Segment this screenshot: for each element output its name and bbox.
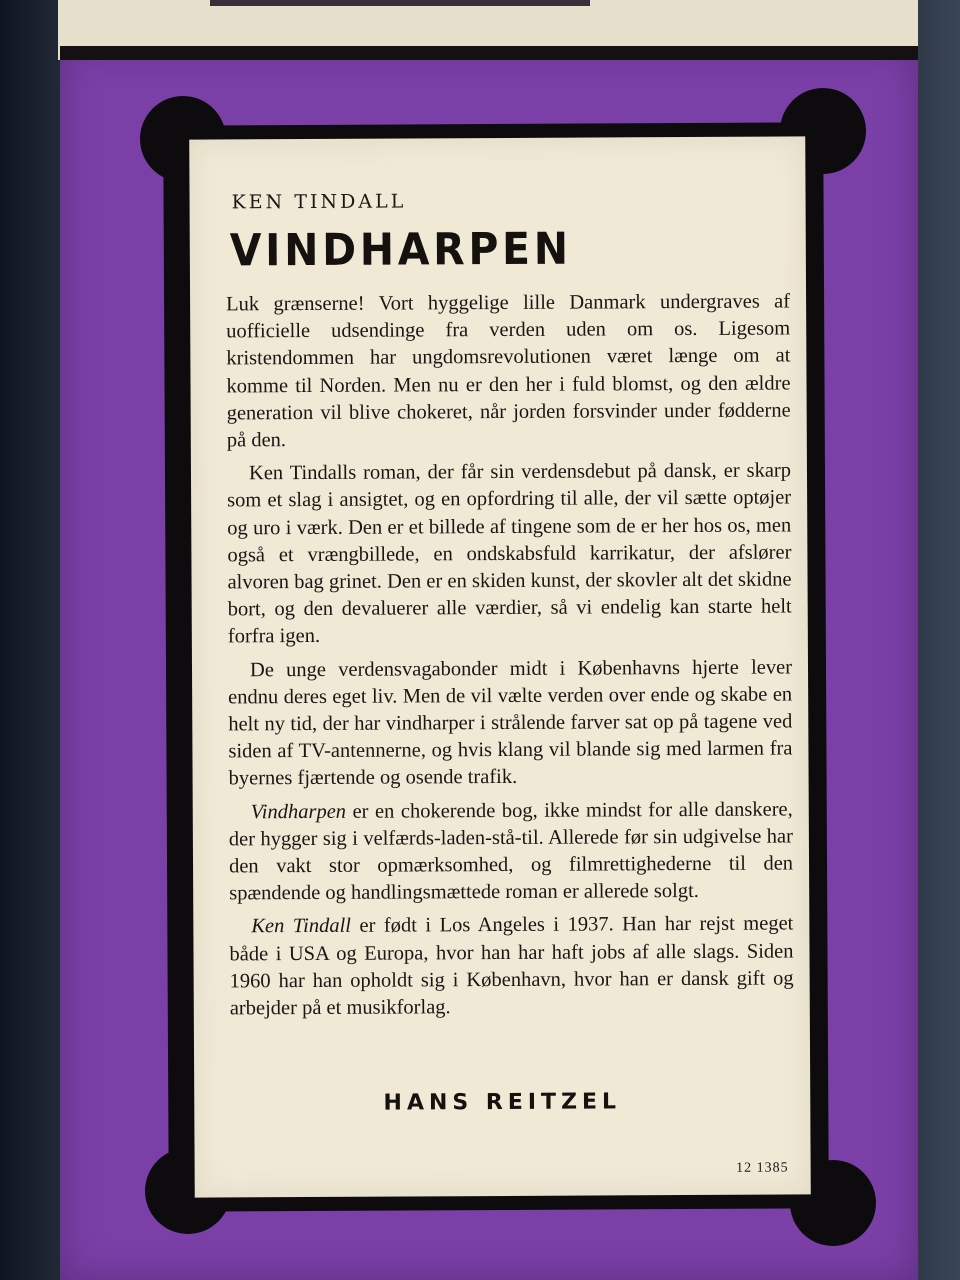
blurb-paragraph-5 <box>229 911 794 1023</box>
author-italic: Ken Tindall <box>251 915 352 938</box>
catalog-code: 12 1385 <box>736 1160 789 1176</box>
text-panel <box>189 136 811 1197</box>
cover-top-border <box>60 46 918 60</box>
blurb-paragraph-1: Luk grænserne! Vort hyggelige lille Danmark undergraves af uofficielle udsendinge fra verden uden om os. Ligesom kristendommen har ungdomsrevolutionen været længe om at komme til Norden. Men nu er den her i fuld blomst, og den ældre generation vil blive chokeret, når jorden forsvinder under fødderne på den. <box>226 290 791 452</box>
blurb <box>226 288 794 1022</box>
blurb-paragraph-2: Ken Tindalls roman, der får sin verdensdebut på dansk, er skarp som et slag i ansigtet, og en opfordring til alle, der vil sætte optøjer og uro i værk. Den er et billede af tingene som de er her hos os, men også et vrængbillede, en ondskabsfuld karrikatur, der afslører alvoren bag grinet. Den er en skiden kunst, der skovler alt det skidne bort, og den devaluerer alle værdier, så vi endelig kan starte helt forfra igen. <box>227 459 792 648</box>
title-italic: Vindharpen <box>250 800 347 823</box>
book-title: VINDHARPEN <box>229 223 572 277</box>
publisher-name: HANS REITZEL <box>383 1089 622 1116</box>
blurb-paragraph-4 <box>229 796 794 908</box>
blurb-paragraph-4-text: er en chokerende bog, ikke mindst for alle danskere, der hygger sig i velfærds-laden-stå-til. Allerede før sin udgivelse har den vakt stor opmærksomhed, og filmrettighederne til den spændende og handlingsmættede roman er allerede solgt. <box>228 798 794 905</box>
author-name: KEN TINDALL <box>231 190 407 214</box>
book-top-edge <box>210 0 590 6</box>
blurb-paragraph-5-text: er født i Los Angeles i 1937. Han har rejst meget både i USA og Europa, hvor han har haft jobs af alle slags. Siden 1960 har han opholdt sig i København, hvor han er dansk gift og arbejder på et musikforlag. <box>229 912 794 1020</box>
blurb-paragraph-3: De unge verdensvagabonder midt i Københavns hjerte lever endnu deres eget liv. Men de vil vælte verden over ende og skabe en helt ny tid, der har vindharper i strålende farver sat op på tagene ved siden af TV-antennerne, og hvis klang vil blande sig med larmen fra byernes fjærtende og osende trafik. <box>228 656 793 790</box>
